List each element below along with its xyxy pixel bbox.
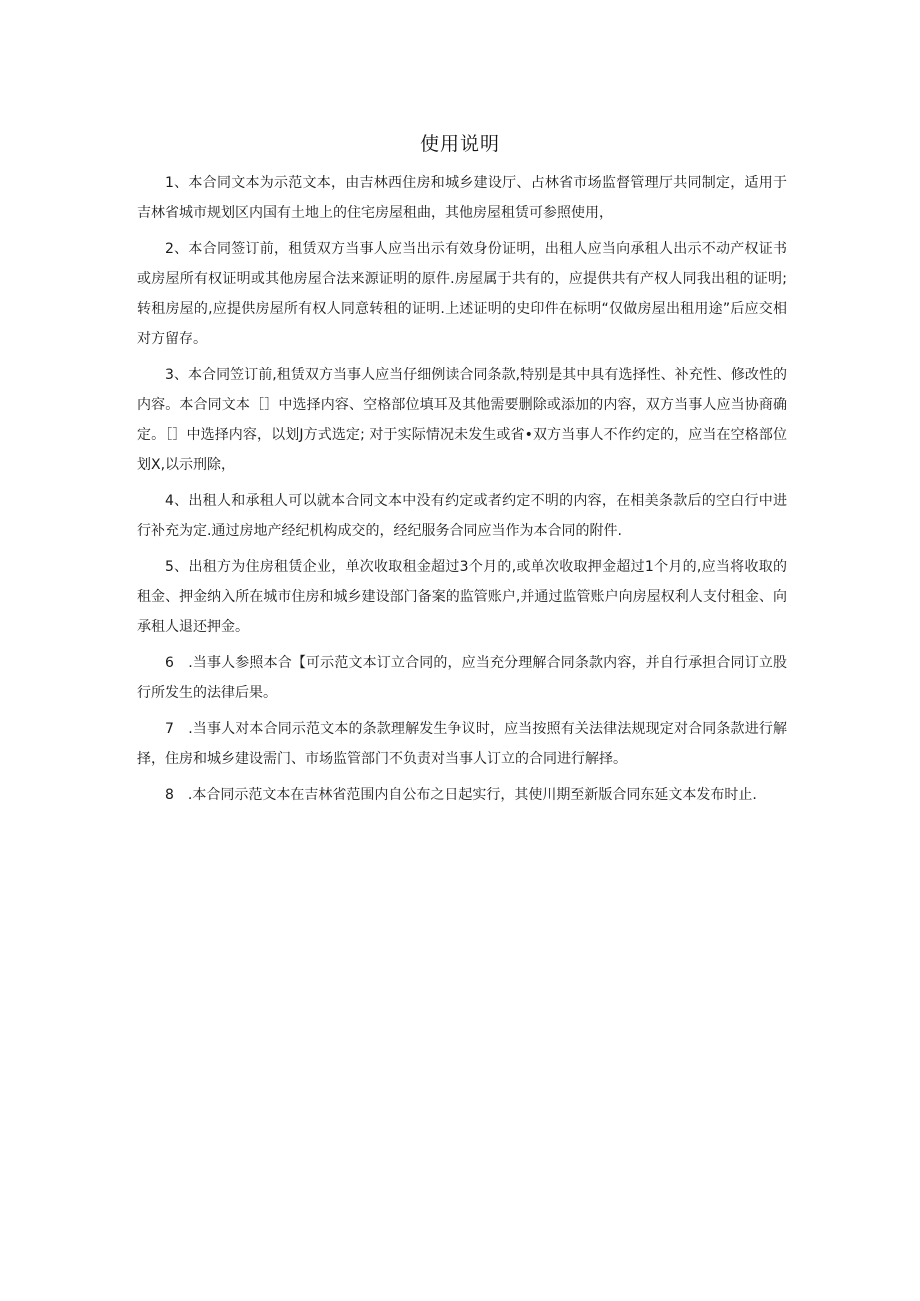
paragraph-1: 1、本合同文本为示范文本，由吉林西住房和城乡建设厅、占林省市场监督管理厅共同制定，适用于吉林省城市规划区内国有土地上的住宅房屋租曲，其他房屋租赁可参照使用， [137,175,787,221]
document-title: 使用说明 [419,133,500,155]
document-body [137,168,787,816]
paragraph-7: 7 .当事人对本合同示范文本的条款理解发生争议时，应当按照有关法律法规现定对合同条款进行解择，住房和城乡建设需门、市场监管部门不负责对当事人订立的合同进行解择。 [137,721,787,767]
paragraph-6: 6 .当事人参照本合【可示范文本订立合同的，应当充分理解合同条款内容，并自行承担合同订立股行所发生的法律后果。 [137,655,787,701]
paragraph-8: 8 .本合同示范文本在吉林省范围内自公布之日起实行，其使川期至新版合同东延文本发布时止. [165,787,757,803]
paragraph-2: 2、本合同签订前，租赁双方当事人应当出示有效身份证明，出租人应当向承租人出示不动产权证书或房屋所有权证明或其他房屋合法来源证明的原件.房屋属于共有的，应提供共有产权人同我出租的证明; 转租房屋的,应提供房屋所有权人同意转租的证明.上述证明的史印件在标明“仅做房屋出租用途”后应交相对方留存。 [137,241,787,347]
paragraph-3: 3、本合同笠订前,租赁双方当事人应当仔细例读合同条款,特别是其中具有选择性、补充性、修改性的内容。本合同文本［］中选择内容、空格部位填耳及其他需要删除或添加的内容，双方当事人应当协商确定。［］中选择内容，以划J方式选定; 对于实际情况未发生或省•双方当事人不作约定的，应当在空格部位划X,以示刑除， [137,367,787,473]
paragraph-4: 4、出租人和承租人可以就本合同文本中没有约定或者约定不明的内容，在相美条款后的空白行中进行补充为定.通过房地产经纪机构成交的，经纪服务合同应当作为本合同的附件. [137,493,787,539]
paragraph-5: 5、出租方为住房租赁企业，单次收取租金超过3个月的,或单次收取押金超过1个月的,应当将收取的租金、押金纳入所在城市住房和城乡建设部门备案的监管账户,并通过监管账户向房屋权利人支付租金、向承租人退还押金。 [137,559,787,635]
